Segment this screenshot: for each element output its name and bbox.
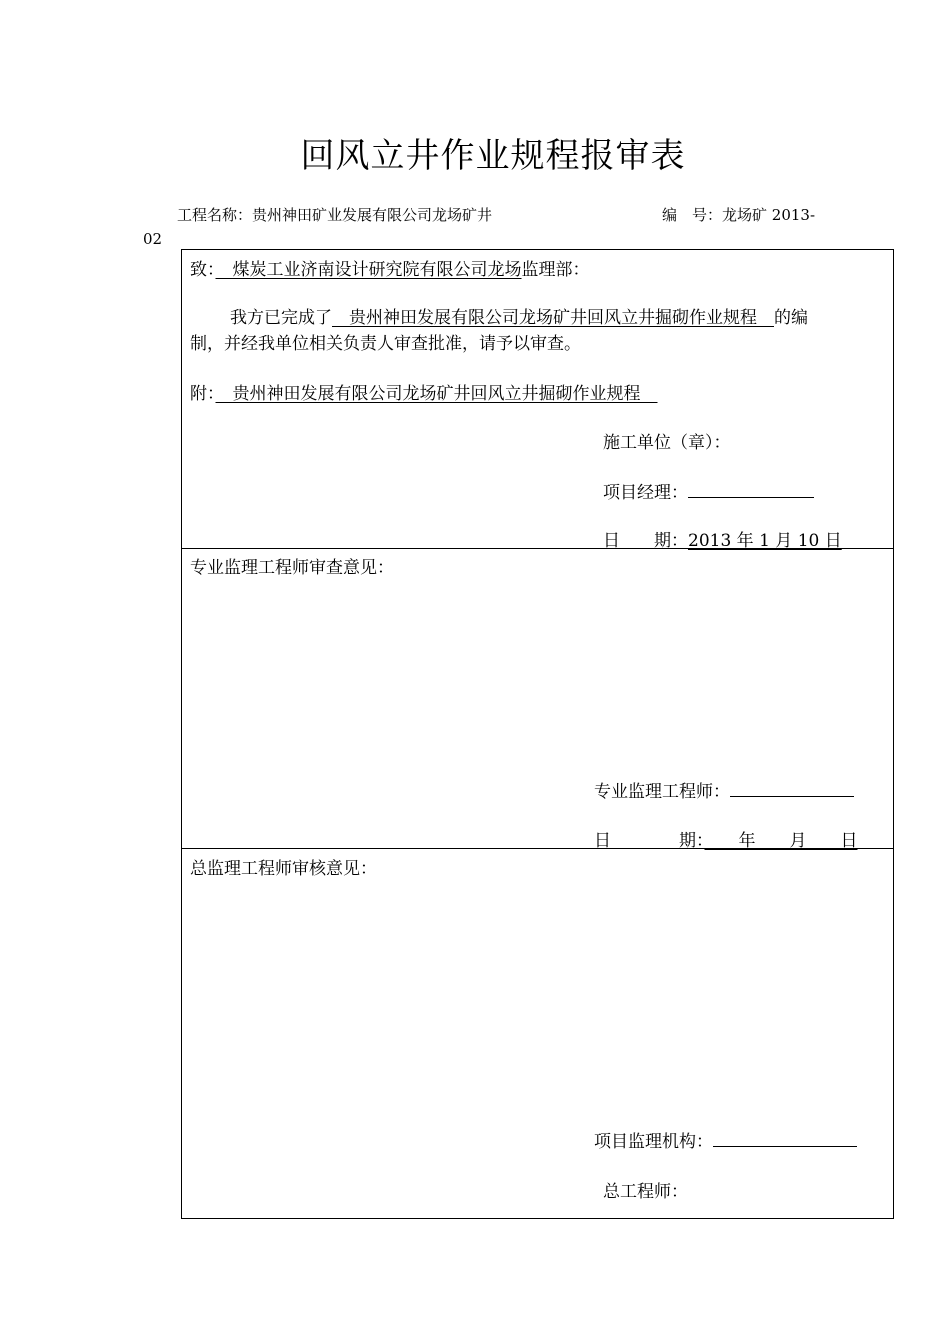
engineer-date-blank[interactable]: 年 月 日 (704, 831, 858, 851)
submission-date-line (603, 526, 842, 551)
body-tail: 的编 (774, 308, 808, 328)
to-label: 致： (190, 260, 216, 280)
body-prefix: 我方已完成了 (230, 308, 332, 328)
manager-label: 项目经理： (603, 483, 688, 503)
number-label: 编 号： (662, 206, 723, 224)
submission-line-1 (230, 303, 808, 328)
number-value: 龙场矿 2013- (722, 206, 816, 224)
submission-line-2: 制，并经我单位相关负责人审查批准，请予以审查。 (190, 334, 581, 354)
project-name-line (177, 204, 492, 225)
manager-signature-blank[interactable] (688, 481, 814, 498)
submission-date: 2013 年 1 月 10 日 (688, 531, 842, 551)
engineer-date-line (594, 826, 858, 851)
org-signature-blank[interactable] (713, 1130, 857, 1147)
construction-unit-label: 施工单位（章）： (603, 433, 731, 453)
engineer-signature-line (594, 777, 854, 802)
attach-label: 附： (190, 384, 216, 404)
chief-review-heading: 总监理工程师审核意见： (190, 859, 377, 879)
supervision-org-line (594, 1127, 857, 1152)
org-label: 项目监理机构： (594, 1132, 713, 1152)
project-label: 工程名称： (177, 206, 253, 224)
addressee-suffix: 监理部： (521, 260, 590, 280)
date-label: 日 期： (603, 531, 688, 551)
doc-number-line (662, 204, 815, 225)
addressee-name: 煤炭工业济南设计研究院有限公司龙场 (215, 260, 522, 280)
project-manager-line (603, 478, 814, 503)
attachment-doc-name: 贵州神田发展有限公司龙场矿井回风立井掘砌作业规程 (215, 384, 658, 404)
project-name: 贵州神田矿业发展有限公司龙场矿井 (252, 206, 493, 224)
addressee-line (190, 255, 590, 280)
engineer-date-label: 日 期： (594, 831, 705, 851)
submitted-doc-name: 贵州神田发展有限公司龙场矿井回风立井掘砌作业规程 (332, 308, 774, 328)
attachment-line (190, 379, 658, 404)
engineer-review-heading: 专业监理工程师审查意见： (190, 558, 394, 578)
engineer-label: 专业监理工程师： (594, 782, 730, 802)
engineer-signature-blank[interactable] (730, 780, 854, 797)
page-title: 回风立井作业规程报审表 (300, 136, 686, 176)
chief-engineer-label: 总工程师： (603, 1182, 688, 1202)
number-suffix: 02 (143, 230, 163, 248)
